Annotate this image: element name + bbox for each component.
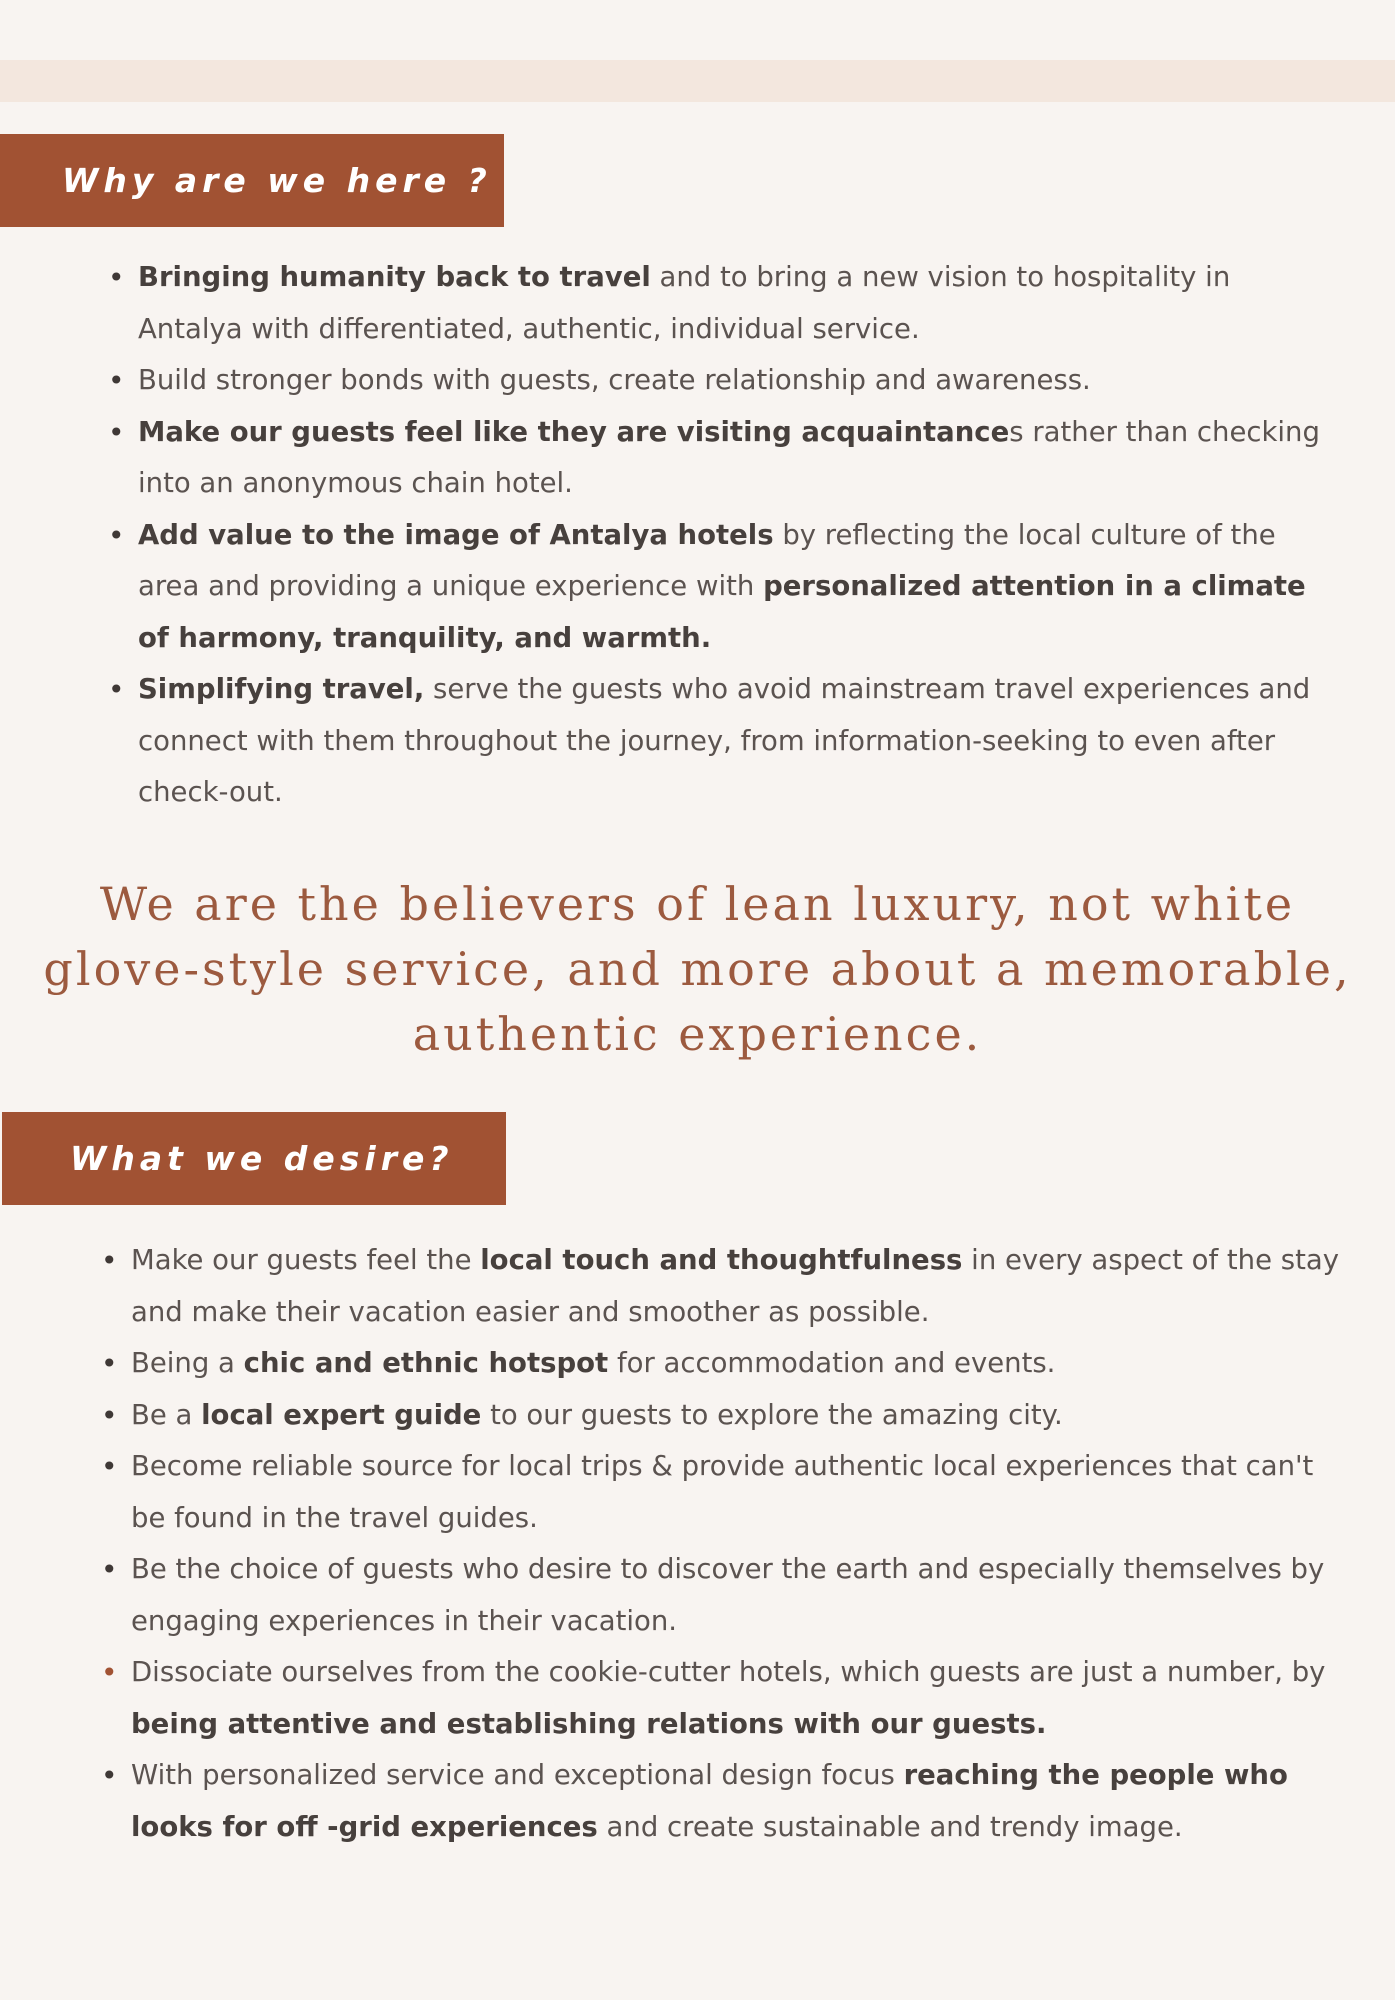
list-item xyxy=(108,510,1343,665)
why-bullet-list xyxy=(108,252,1343,819)
section-title-desire: What we desire? xyxy=(70,1139,454,1178)
emphasized-text: chic and ethnic hotspot xyxy=(243,1347,609,1379)
bullet-dot-icon: • xyxy=(108,261,125,294)
body-text: Be a xyxy=(131,1398,202,1431)
emphasized-text: local touch and thoughtfulness xyxy=(480,1244,963,1276)
body-text: Being a xyxy=(131,1347,244,1379)
bullet-dot-icon: • xyxy=(108,673,125,706)
emphasized-text: Make our guests feel like they are visiting acquaintance xyxy=(138,415,1010,448)
emphasized-text: Bringing humanity back to travel xyxy=(138,261,651,293)
section-header-desire xyxy=(2,1112,506,1205)
bullet-dot-icon: • xyxy=(101,1244,118,1277)
emphasized-text: Simplifying travel, xyxy=(138,673,425,705)
list-item xyxy=(108,407,1343,510)
emphasized-text: local expert guide xyxy=(201,1398,482,1431)
list-item xyxy=(101,1750,1343,1853)
body-text: Be the choice of guests who desire to discover the earth and especially themselves by engaging experiences in their vacation. xyxy=(131,1553,1325,1637)
bullet-dot-icon: • xyxy=(101,1553,118,1586)
body-text: to our guests to explore the amazing city. xyxy=(481,1398,1063,1431)
top-decorative-band xyxy=(0,60,1395,102)
list-item xyxy=(101,1390,1343,1442)
list-item xyxy=(108,252,1343,355)
section-title-why: Why are we here ? xyxy=(62,161,492,200)
bullet-dot-icon: • xyxy=(108,518,125,552)
emphasized-text: personalized attention in a climate of harmony, tranquility, and warmth. xyxy=(138,570,1306,654)
body-text: s rather than checking into an anonymous chain hotel. xyxy=(138,415,1320,499)
body-text: With personalized service and exceptional design focus xyxy=(131,1759,904,1791)
emphasized-text: being attentive and establishing relations with our guests. xyxy=(131,1707,1047,1740)
body-text: Make our guests feel the xyxy=(131,1244,481,1276)
body-text: and create sustainable and trendy image. xyxy=(597,1810,1183,1843)
section-header-why xyxy=(0,134,504,227)
bullet-dot-icon: • xyxy=(101,1398,118,1432)
body-text: Dissociate ourselves from the cookie-cutter hotels, which guests are just a number, by xyxy=(131,1656,1326,1688)
list-item xyxy=(101,1647,1343,1750)
list-item xyxy=(101,1338,1343,1390)
body-text: and to bring a new vision to hospitality in Antalya with differentiated, authentic, individual service. xyxy=(138,261,1231,345)
body-text: Build stronger bonds with guests, create relationship and awareness. xyxy=(138,364,1091,396)
bullet-dot-icon: • xyxy=(101,1450,118,1483)
body-text: Become reliable source for local trips & provide authentic local experiences that can't be found in the travel guides. xyxy=(131,1450,1314,1534)
body-text: in every aspect of the stay and make their vacation easier and smoother as possible. xyxy=(131,1244,1339,1328)
bullet-dot-icon: • xyxy=(108,364,125,397)
mission-quote: We are the believers of lean luxury, not white glove-style service, and more about a memorable, authentic experience. xyxy=(43,877,1352,1061)
list-item xyxy=(108,664,1343,819)
desire-bullet-list xyxy=(101,1235,1343,1853)
list-item xyxy=(101,1235,1343,1338)
body-text: for accommodation and events. xyxy=(608,1347,1056,1379)
list-item xyxy=(108,355,1343,407)
emphasized-text: Add value to the image of Antalya hotels xyxy=(138,518,774,551)
body-text: by reflecting the local culture of the area and providing a unique experience with xyxy=(138,518,1276,602)
bullet-dot-icon: • xyxy=(101,1347,118,1380)
bullet-dot-icon: • xyxy=(101,1759,118,1792)
list-item xyxy=(101,1441,1343,1544)
bullet-dot-icon: • xyxy=(101,1656,118,1689)
bullet-dot-icon: • xyxy=(108,415,125,449)
emphasized-text: reaching the people who looks for off -grid experiences xyxy=(131,1759,1288,1843)
body-text: serve the guests who avoid mainstream travel experiences and connect with them throughout the journey, from information-seeking to even after check-out. xyxy=(138,673,1311,808)
list-item xyxy=(101,1544,1343,1647)
